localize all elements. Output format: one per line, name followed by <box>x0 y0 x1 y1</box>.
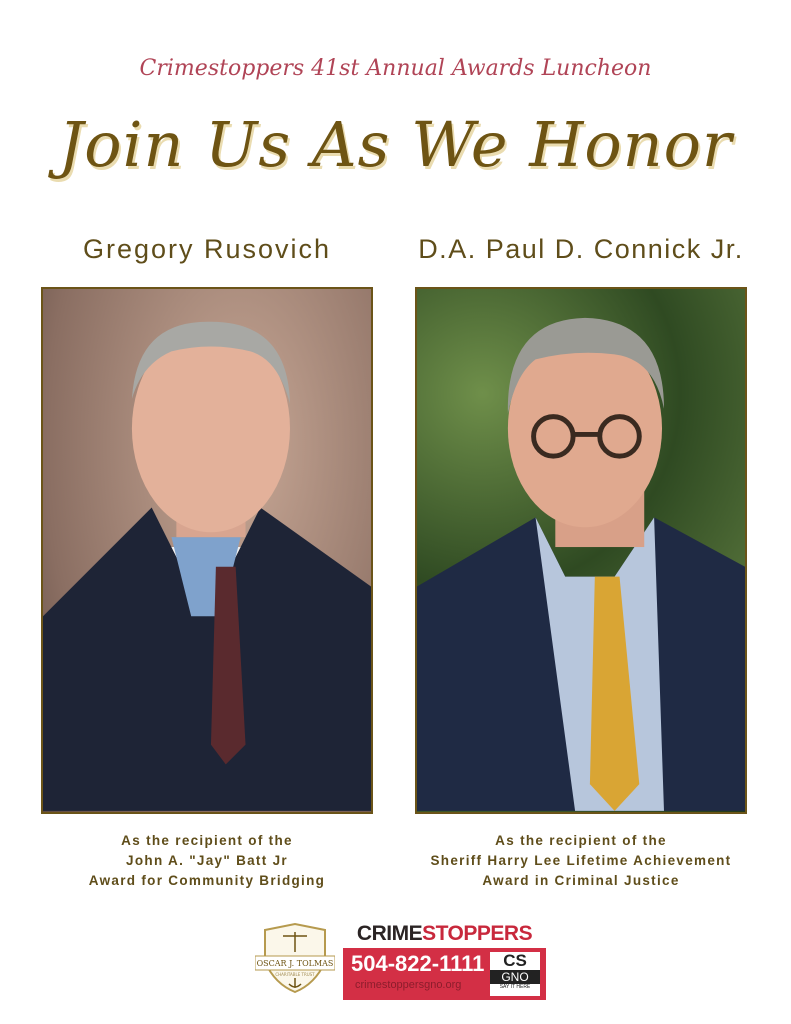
svg-text:OSCAR J. TOLMAS: OSCAR J. TOLMAS <box>256 959 334 968</box>
crimestoppers-logo <box>343 922 546 1000</box>
caption-line: As the recipient of the <box>495 833 667 848</box>
crimestoppers-url: crimestoppersgno.org <box>355 979 462 991</box>
honoree-photo-2 <box>415 287 747 814</box>
caption-line: Award in Criminal Justice <box>482 873 680 888</box>
honoree-caption-1 <box>41 831 373 891</box>
portrait-silhouette <box>417 289 745 812</box>
honoree-caption-2 <box>395 831 767 891</box>
caption-line: As the recipient of the <box>121 833 293 848</box>
portrait-silhouette <box>43 289 371 812</box>
honoree-name-1: Gregory Rusovich <box>82 234 332 264</box>
event-subtitle: Crimestoppers 41st Annual Awards Luncheon <box>139 56 652 81</box>
svg-text:CHARITABLE TRUST: CHARITABLE TRUST <box>275 972 315 977</box>
page-title: Join Us As We Honor <box>58 108 733 181</box>
cs-gno-badge: CS GNO SAY IT HERE <box>490 952 540 996</box>
crimestoppers-wordmark: CRIMESTOPPERS <box>356 922 533 945</box>
caption-line: John A. "Jay" Batt Jr <box>126 853 288 868</box>
honoree-photo-1 <box>41 287 373 814</box>
tip-line-phone: 504-822-1111 <box>351 951 485 976</box>
honoree-name-2: D.A. Paul D. Connick Jr. <box>418 234 744 264</box>
caption-line: Sheriff Harry Lee Lifetime Achievement <box>430 853 732 868</box>
oscar-tolmas-logo <box>255 922 335 994</box>
caption-line: Award for Community Bridging <box>88 873 326 888</box>
